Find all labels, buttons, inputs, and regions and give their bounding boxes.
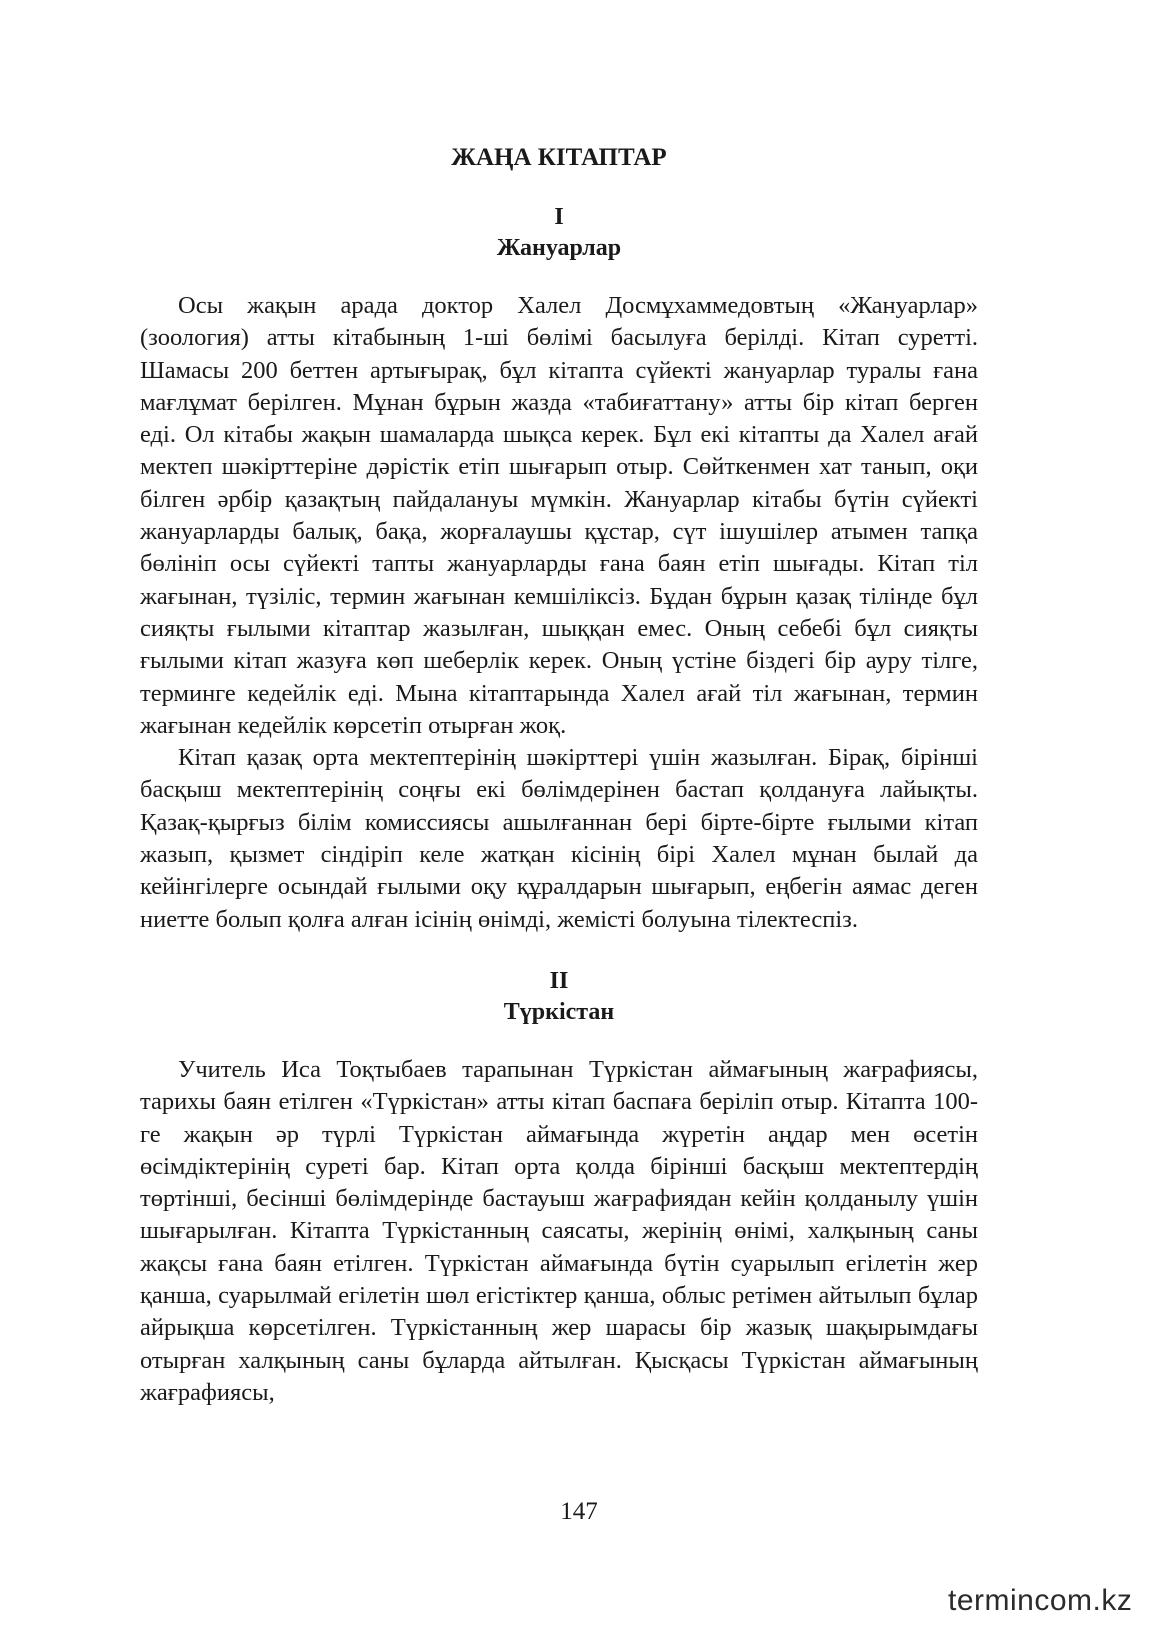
- section-1-number: I: [554, 204, 564, 230]
- page-number: 147: [560, 1498, 598, 1525]
- section-1: [140, 202, 978, 936]
- section-2: [140, 966, 978, 1409]
- section-1-title: Жануарлар: [496, 235, 622, 261]
- section-2-title: Түркістан: [503, 998, 615, 1025]
- section-1-paragraph-2: Кітап қазақ орта мектептерінің шәкірттері үшін жазылған. Бірақ, бірінші басқыш мектептерінің соңғы екі бөлімдерінен бастап қолдануға лайықты. Қазақ-қырғыз білім комиссиясы ашылғаннан бері бірте-бірте ғылыми кітап жазып, қызмет сіндіріп келе жатқан кісінің бірі Халел мұнан былай да кейінгілерге осындай ғылыми оқу құралдарын шығарып, еңбегін аямас деген ниетте болып қолға алған ісінің өнімді, жемісті болуына тілектеспіз.: [140, 744, 978, 933]
- document-page: [140, 140, 978, 1409]
- watermark-logo: termincom.kz: [948, 1584, 1133, 1617]
- section-1-paragraph-1: Осы жақын арада доктор Халел Досмұхаммедовтың «Жануарлар» (зоология) атты кітабының 1-ші бөлімі басылуға берілді. Кітап суретті. Шамасы 200 беттен артығырақ, бұл кітапта сүйекті жануарлар туралы ғана мағлұмат берілген. Мұнан бұрын жазда «табиғаттану» атты бір кітап берген еді. Ол кітабы жақын шамаларда шықса керек. Бұл екі кітапты да Халел ағай мектеп шәкірттеріне дәрістік етіп шығарып отыр. Сөйткенмен хат танып, оқи білген әрбір қазақтың пайдалануы мүмкін. Жануарлар кітабы бүтін сүйекті жануарларды балық, бақа, жорғалаушы құстар, сүт ішушілер атымен тапқа бөлініп осы сүйекті тапты жануарларды ғана баян етіп шығады. Кітап тіл жағынан, түзіліс, термин жағынан кемшіліксіз. Бұдан бұрын қазақ тілінде бұл сияқты ғылыми кітаптар жазылған, шыққан емес. Оның себебі бұл сияқты ғылыми кітап жазуға көп шеберлік керек. Оның үстіне біздегі бір ауру тілге, терминге кедейлік еді. Мына кітаптарында Халел ағай тіл жағынан, термин жағынан кедейлік көрсетіп отырған жоқ.: [140, 292, 978, 739]
- section-2-paragraph-1: Учитель Иса Тоқтыбаев тарапынан Түркістан аймағының жағрафиясы, тарихы баян етілген «Түркістан» атты кітап баспаға беріліп отыр. Кітапта 100-ге жақын әр түрлі Түркістан аймағында жүретін аңдар мен өсетін өсімдіктерінің суреті бар. Кітап орта қолда бірінші басқыш мектептердің төртінші, бесінші бөлімдерінде бастауыш жағрафиядан кейін қолданылу үшін шығарылған. Кітапта Түркістанның саясаты, жерінің өнімі, халқының саны жақсы ғана баян етілген. Түркістан аймағында бүтін суарылып егілетін жер қанша, суарылмай егілетін шөл егістіктер қанша, облыс ретімен айтылып бұлар айрықша көрсетілген. Түркістанның жер шарасы бір жазық шақырымдағы отырған халқының саны бұларда айтылған. Қысқасы Түркістан аймағының жағрафиясы,: [140, 1055, 978, 1406]
- section-2-number: II: [549, 967, 569, 994]
- page-heading: ЖАҢА КІТАПТАР: [451, 144, 667, 171]
